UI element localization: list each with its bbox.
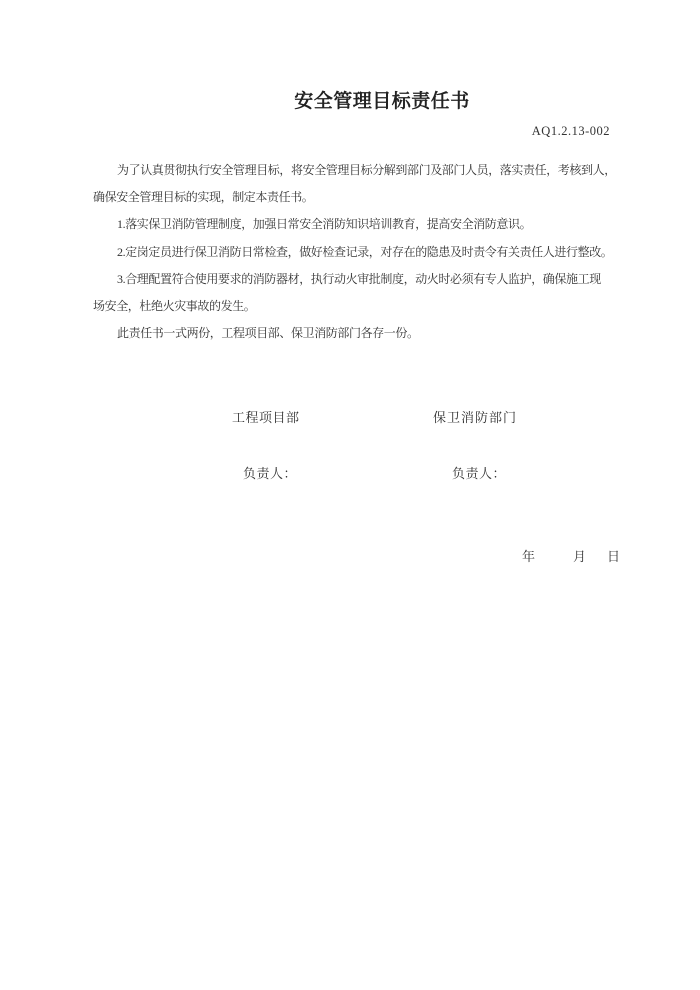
body-line-closing: 此责任书一式两份，工程项目部、保卫消防部门各存一份。 [117,326,419,341]
date-day-label: 日 [607,549,621,564]
date-month-label: 月 [573,549,587,564]
body-line-item-3a: 3.合理配置符合使用要求的消防器材，执行动火审批制度，动火时必须有专人监护，确保施工现 [117,271,601,286]
signature-department-left: 工程项目部 [232,410,300,425]
signer-label-left: 负责人： [243,466,298,481]
date-year-label: 年 [522,549,536,564]
body-line-item-3b: 场安全，杜绝火灾事故的发生。 [93,298,256,313]
document-body [93,157,628,347]
body-line-item-2: 2.定岗定员进行保卫消防日常检查，做好检查记录，对存在的隐患及时责令有关责任人进行整改。 [117,244,613,259]
signer-label-right: 负责人： [452,466,507,481]
signature-department-right: 保卫消防部门 [433,410,518,425]
document-number: AQ1.2.13-002 [531,124,610,138]
document-title: 安全管理目标责任书 [294,90,470,112]
body-line-intro-2: 确保安全管理目标的实现，制定本责任书。 [93,190,314,205]
body-line-item-1: 1.落实保卫消防管理制度，加强日常安全消防知识培训教育，提高安全消防意识。 [117,217,532,232]
body-line-intro-1: 为了认真贯彻执行安全管理目标，将安全管理目标分解到部门及部门人员，落实责任，考核到人， [117,163,616,177]
